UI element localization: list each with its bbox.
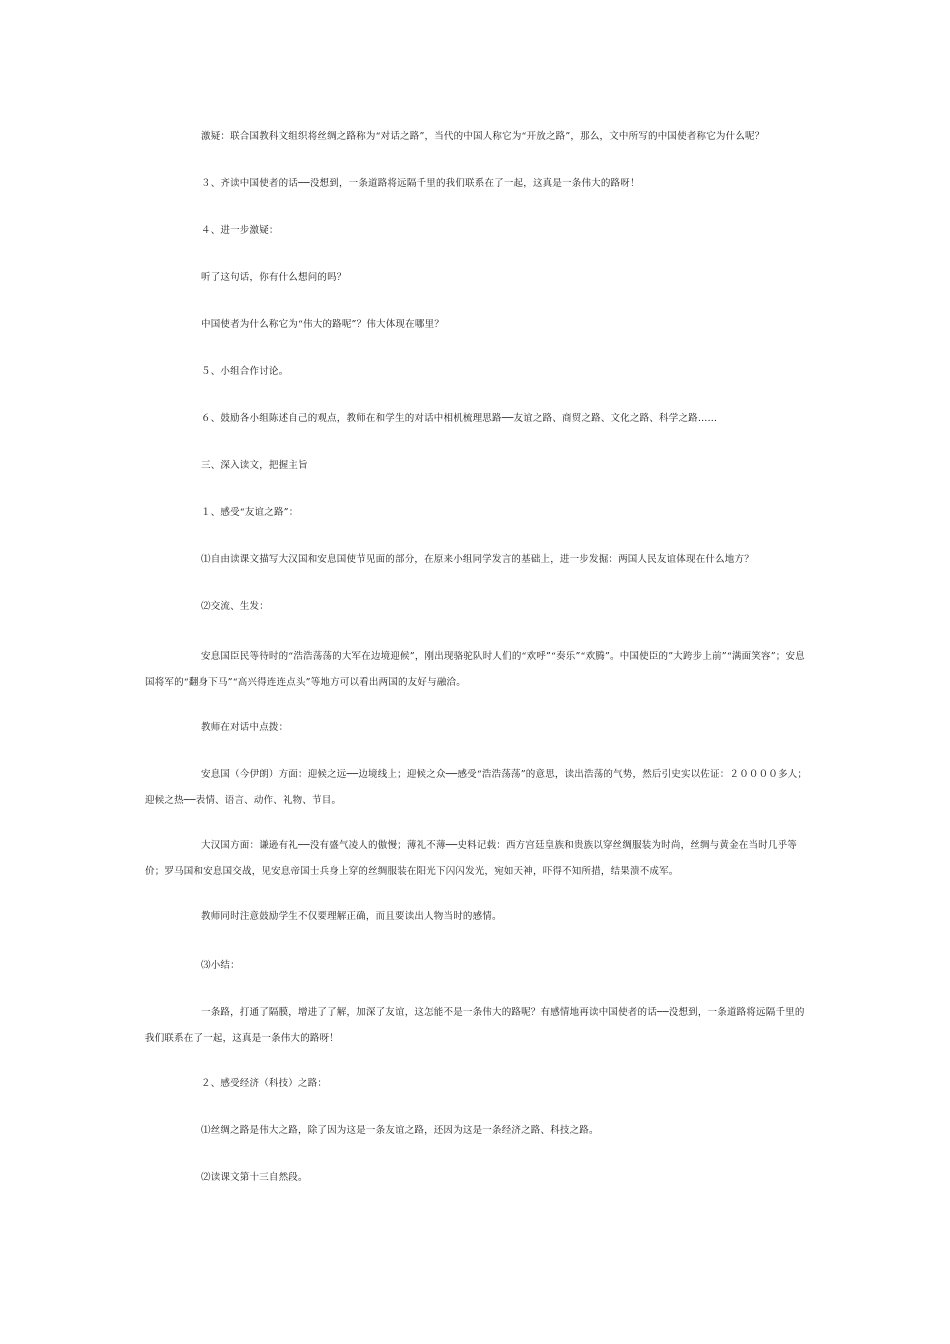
paragraph-friendship-road: １、感受“友谊之路”： [201, 507, 299, 518]
paragraph-economy-road: ２、感受经济（科技）之路： [201, 1078, 328, 1089]
paragraph-teacher-emotion: 教师同时注意鼓励学生不仅要理解正确，而且要读出人物当时的感情。 [201, 911, 502, 922]
paragraph-why-great: 中国使者为什么称它为“伟大的路呢”？伟大体现在哪里？ [201, 319, 444, 330]
paragraph-ask-question: 听了这句话，你有什么想问的吗？ [201, 272, 347, 283]
paragraph-silk-road-great: ⑴丝绸之路是伟大之路，除了因为这是一条友谊之路，还因为这是一条经济之路、科技之路。 [201, 1125, 599, 1136]
paragraph-group-discussion: ５、小组合作讨论。 [201, 366, 289, 377]
paragraph-inspire-question: 激疑：联合国教科文组织将丝绸之路称为“对话之路”，当代的中国人称它为“开放之路”，那么，文中所写的中国使者称它为什么呢？ [201, 131, 765, 142]
paragraph-read-envoy-words: ３、齐读中国使者的话──没想到，一条道路将远隔千里的我们联系在了一起，这真是一条伟大的路呀！ [201, 178, 640, 189]
paragraph-han-side: 大汉国方面：谦逊有礼──没有盛气凌人的傲慢；薄礼不薄──史料记载：西方宫廷皇族和贵族以穿丝绸服装为时尚，丝绸与黄金在当时几乎等价；罗马国和安息国交战，见安息帝国士兵身上穿的丝绸服装在阳光下闪闪发光，宛如天神，吓得不知所措，结果溃不成军。 [145, 840, 797, 877]
paragraph-further-inspire: ４、进一步激疑： [201, 225, 279, 236]
section-heading-3: 三、深入读文，把握主旨 [201, 460, 308, 471]
paragraph-summary-text: 一条路，打通了隔膜，增进了了解，加深了友谊，这怎能不是一条伟大的路呢？有感情地再读中国使者的话──没想到，一条道路将远隔千里的我们联系在了一起，这真是一条伟大的路呀！ [145, 1007, 805, 1044]
paragraph-read-section-13: ⑵读课文第十三自然段。 [201, 1172, 308, 1183]
paragraph-exchange: ⑵交流、生发： [201, 601, 269, 612]
paragraph-anxi-side: 安息国（今伊朗）方面：迎候之远──边境线上；迎候之众──感受“浩浩荡荡”的意思，读出浩荡的气势，然后引史实以佐证：２００００多人；迎候之热──表情、语言、动作、礼物、节目。 [145, 769, 808, 806]
paragraph-free-reading: ⑴自由读课文描写大汉国和安息国使节见面的部分，在原来小组同学发言的基础上，进一步发掘：两国人民友谊体现在什么地方？ [201, 554, 754, 565]
paragraph-summary-label: ⑶小结： [201, 960, 240, 971]
paragraph-anxi-welcome: 安息国臣民等待时的“浩浩荡荡的大军在边境迎候”，刚出现骆驼队时人们的“欢呼”“奏乐”“欢腾”。中国使臣的”大跨步上前”“满面笑容”；安息国将军的“翻身下马”“高兴得连连点头”等地方可以看出两国的友好与融洽。 [145, 651, 805, 688]
paragraph-teacher-guide: 教师在对话中点拨： [201, 722, 289, 733]
paragraph-encourage-groups: ６、鼓励各小组陈述自己的观点，教师在和学生的对话中相机梳理思路──友谊之路、商贸之路、文化之路、科学之路…… [201, 413, 718, 424]
